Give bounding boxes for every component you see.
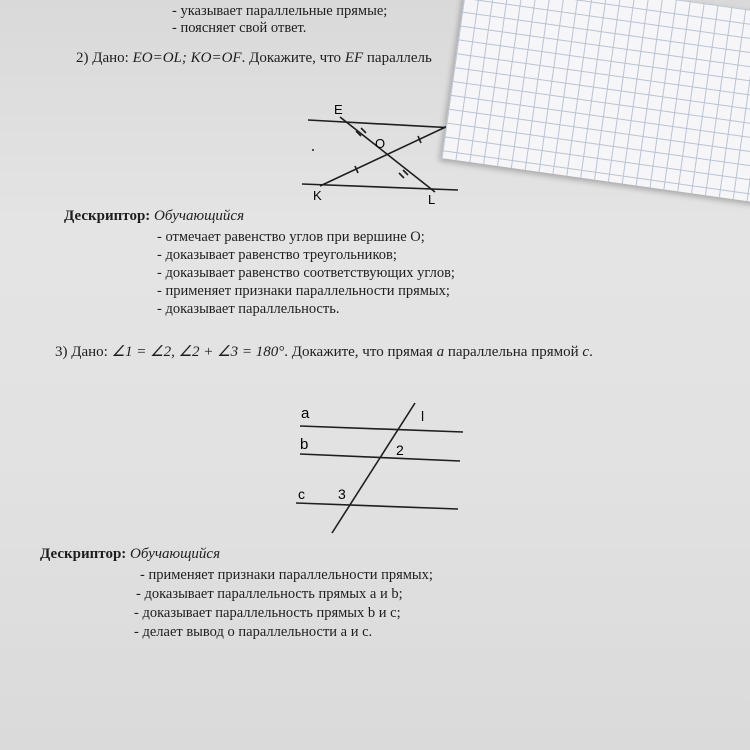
label-l: l bbox=[421, 408, 425, 424]
tick-ol-2 bbox=[399, 173, 404, 178]
descriptor2-item: - применяет признаки параллельности прямых; bbox=[140, 567, 433, 583]
task3-statement: 3) Дано: ∠1 = ∠2, ∠2 + ∠3 = 180°. Докажите, что прямая a параллельна прямой c. bbox=[55, 344, 593, 360]
line-kf bbox=[320, 124, 452, 186]
descriptor2-heading: Дескриптор: Обучающийся bbox=[40, 546, 221, 562]
label-angle-2: 2 bbox=[396, 442, 404, 458]
task3-diagram bbox=[290, 395, 475, 540]
descriptor1-item: - доказывает равенство треугольников; bbox=[157, 247, 397, 263]
top-bullet-1: - указывает параллельные прямые; bbox=[172, 3, 388, 19]
tick-eo-2 bbox=[361, 128, 366, 133]
line-kl bbox=[302, 184, 458, 190]
label-l: L bbox=[428, 192, 436, 207]
descriptor1-item: - доказывает равенство соответствующих углов; bbox=[157, 265, 455, 281]
line-c bbox=[296, 503, 458, 509]
line-ef bbox=[308, 120, 455, 128]
top-bullet-2: - поясняет свой ответ. bbox=[172, 20, 307, 36]
grid-paper-sheet bbox=[442, 0, 750, 204]
descriptor1-item: - доказывает параллельность. bbox=[157, 301, 340, 317]
label-c: c bbox=[298, 486, 305, 502]
descriptor2-item: - доказывает параллельность прямых b и c; bbox=[134, 605, 401, 621]
descriptor1-item: - применяет признаки параллельности прямых; bbox=[157, 283, 450, 299]
line-a bbox=[300, 426, 463, 432]
label-angle-3: 3 bbox=[338, 486, 346, 502]
descriptor1-heading: Дескриптор: Обучающийся bbox=[64, 208, 245, 224]
label-a: a bbox=[301, 405, 310, 422]
line-l bbox=[332, 403, 415, 533]
label-e: E bbox=[334, 102, 343, 117]
label-o: O bbox=[375, 136, 386, 151]
label-k: K bbox=[313, 188, 322, 203]
label-b: b bbox=[300, 436, 309, 453]
task2-statement: 2) Дано: EO=OL; KO=OF. Докажите, что EF параллель bbox=[76, 50, 432, 66]
descriptor2-item: - делает вывод о параллельности a и c. bbox=[134, 624, 373, 640]
descriptor1-item: - отмечает равенство углов при вершине O; bbox=[157, 229, 425, 245]
descriptor2-item: - доказывает параллельность прямых a и b; bbox=[136, 586, 403, 602]
